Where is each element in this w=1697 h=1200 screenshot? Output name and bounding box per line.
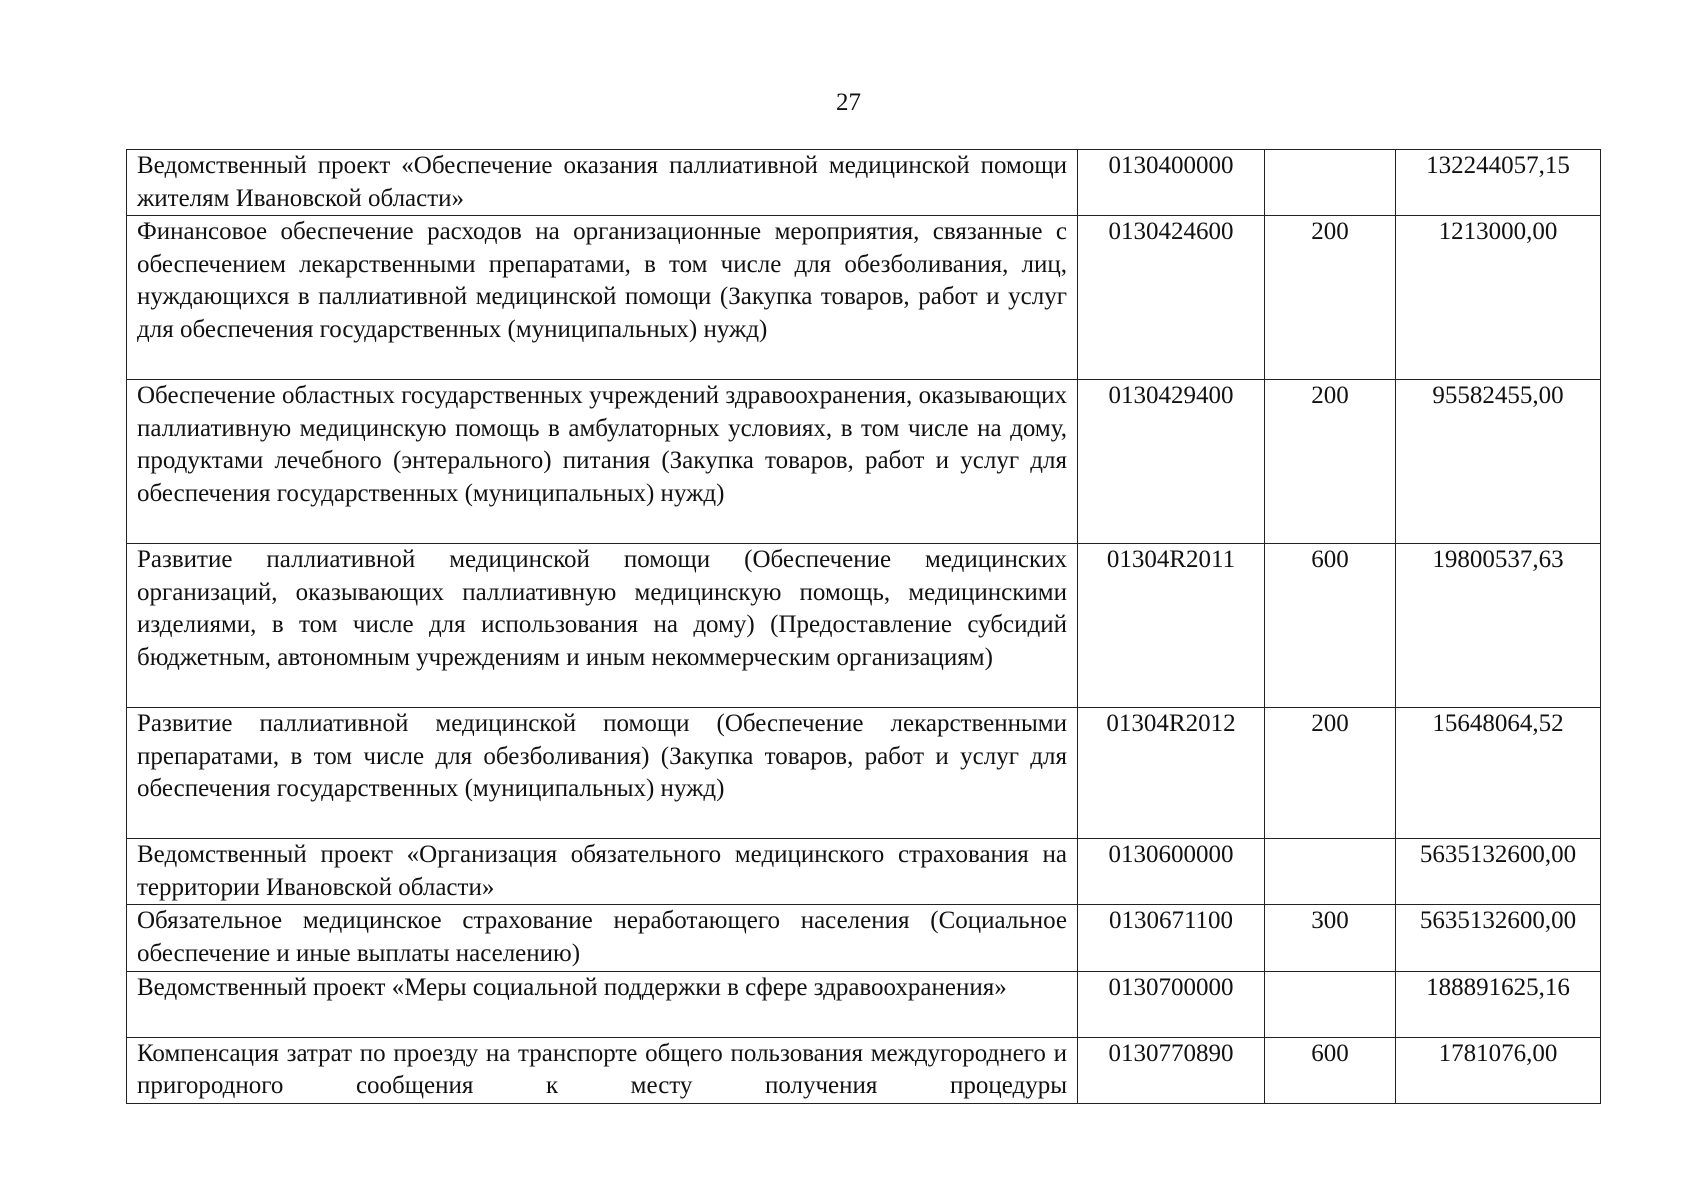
table-row	[127, 905, 1601, 971]
row-amount: 1213000,00	[1396, 216, 1601, 380]
row-expense-type: 200	[1265, 708, 1396, 839]
budget-table	[126, 149, 1601, 1104]
row-expense-type: 200	[1265, 216, 1396, 380]
table-row	[127, 216, 1601, 380]
row-description: Обеспечение областных государственных учреждений здравоохранения, оказывающих паллиативную медицинскую помощь в амбулаторных условиях, в том числе на дому, продуктами лечебного (энтерального) питания (Закупка товаров, работ и услуг для обеспечения государственных (муниципальных) нужд)	[127, 380, 1078, 544]
row-expense-type	[1265, 150, 1396, 216]
row-code: 0130429400	[1078, 380, 1265, 544]
row-description: Развитие паллиативной медицинской помощи (Обеспечение лекарственными препаратами, в том числе для обезболивания) (Закупка товаров, работ и услуг для обеспечения государственных (муниципальных) нужд)	[127, 708, 1078, 839]
row-code: 0130770890	[1078, 1037, 1265, 1103]
row-code: 01304R2012	[1078, 708, 1265, 839]
row-code: 0130671100	[1078, 905, 1265, 971]
row-expense-type: 300	[1265, 905, 1396, 971]
row-description: Обязательное медицинское страхование неработающего населения (Социальное обеспечение и иные выплаты населению)	[127, 905, 1078, 971]
row-description: Ведомственный проект «Организация обязательного медицинского страхования на территории Ивановской области»	[127, 839, 1078, 905]
table-row	[127, 971, 1601, 1037]
row-amount: 132244057,15	[1396, 150, 1601, 216]
row-description: Финансовое обеспечение расходов на организационные мероприятия, связанные с обеспечением лекарственными препаратами, в том числе для обезболивания, лиц, нуждающихся в паллиативной медицинской помощи (Закупка товаров, работ и услуг для обеспечения государственных (муниципальных) нужд)	[127, 216, 1078, 380]
row-description: Развитие паллиативной медицинской помощи (Обеспечение медицинских организаций, оказывающих паллиативную медицинскую помощь, медицинскими изделиями, в том числе для использования на дому) (Предоставление субсидий бюджетным, автономным учреждениям и иным некоммерческим организациям)	[127, 544, 1078, 708]
row-expense-type: 600	[1265, 1037, 1396, 1103]
row-amount: 95582455,00	[1396, 380, 1601, 544]
table-row	[127, 544, 1601, 708]
row-description: Компенсация затрат по проезду на транспорте общего пользования междугороднего и пригородного сообщения к месту получения процедуры	[127, 1037, 1078, 1103]
row-expense-type: 600	[1265, 544, 1396, 708]
table-row	[127, 708, 1601, 839]
table-row	[127, 839, 1601, 905]
row-amount: 1781076,00	[1396, 1037, 1601, 1103]
table-row	[127, 380, 1601, 544]
row-expense-type	[1265, 971, 1396, 1037]
table-row	[127, 150, 1601, 216]
row-code: 0130400000	[1078, 150, 1265, 216]
row-description: Ведомственный проект «Обеспечение оказания паллиативной медицинской помощи жителям Ивановской области»	[127, 150, 1078, 216]
row-expense-type	[1265, 839, 1396, 905]
page-number: 27	[836, 89, 861, 116]
row-description: Ведомственный проект «Меры социальной поддержки в сфере здравоохранения»	[127, 971, 1078, 1037]
row-amount: 15648064,52	[1396, 708, 1601, 839]
row-code: 0130700000	[1078, 971, 1265, 1037]
row-amount: 188891625,16	[1396, 971, 1601, 1037]
row-code: 01304R2011	[1078, 544, 1265, 708]
row-code: 0130600000	[1078, 839, 1265, 905]
row-amount: 19800537,63	[1396, 544, 1601, 708]
row-expense-type: 200	[1265, 380, 1396, 544]
table-row	[127, 1037, 1601, 1103]
row-amount: 5635132600,00	[1396, 905, 1601, 971]
row-code: 0130424600	[1078, 216, 1265, 380]
row-amount: 5635132600,00	[1396, 839, 1601, 905]
